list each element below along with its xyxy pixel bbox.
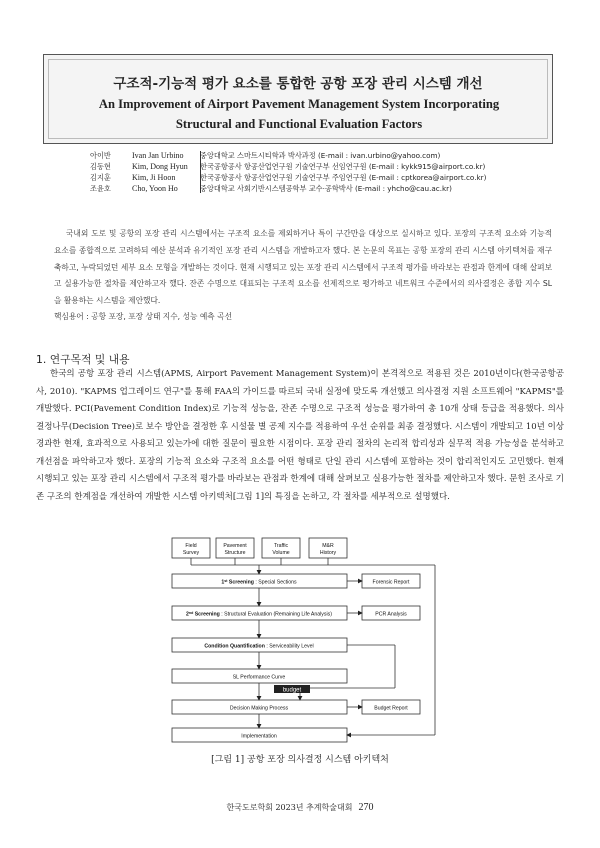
sl-performance-curve-label: SL Performance Curve — [232, 674, 286, 681]
budget-report-label: Budget Report — [374, 705, 408, 712]
author-row — [90, 150, 560, 161]
screening-2-sup: nd — [188, 610, 194, 615]
input-field-survey-l1: Field — [185, 543, 197, 549]
body-paragraph: 한국의 공항 포장 관리 시스템(APMS, Airport Pavement Management System)이 본격적으로 적용된 것은 2010년이다(한국공항공사, 2010). "KAPMS 업그레이드 연구"를 통해 FAA의 가이드를 따르되 국내 실정에 맞도록 개선했고 의사결정 지원 소프트웨어 "KAPMS"를 개발했다. PCI(Pavement Condition Index)로 기능적 성능을, 잔존 수명으로 구조적 성능을 평가하여 총 10개 상태 등급을 적용했다. 의사결정나무(Decision Tree)로 보수 방안을 결정한 후 시설물 별 공제 지수를 적용하여 우선 순위를 최종 결정했다. 시스템이 개발되고 10년 이상 경과한 현재, 효과적으로 사용되고 있는가에 대한 질문이 필요한 시점이다. 포장 관리 절차의 논리적 합리성과 실무적 적용 가능성을 분석하고 개선점을 파악하고자 했다. 포장의 기능적 요소와 구조적 요소를 어떤 형태로 단일 관리 시스템에 포함하는 것이 합리적인지도 고민했다. 현재 시행되고 있는 포장 관리 시스템에서 구조적 평가를 바라보는 관점과 한계에 대해 살펴보고 실용가능한 절차를 제안하고자 했다. 문헌 조사로 기존 구조의 한계점을 개선하여 개발한 시스템 아키텍처[그림 1]의 특징을 논하고, 각 절차를 세부적으로 설명했다. — [36, 369, 564, 502]
condition-title: Condition Quantification — [204, 643, 265, 650]
title-korean: 구조적-기능적 평가 요소를 통합한 공항 포장 관리 시스템 개선 — [113, 76, 483, 92]
section-heading: 1. 연구목적 및 내용 — [36, 353, 130, 366]
screening-1-desc: : Special Sections — [253, 579, 297, 586]
screening-2-desc: : Structural Evaluation (Remaining Life Analysis) — [219, 611, 332, 618]
author-name-en: Kim, Ji Hoon — [132, 173, 176, 182]
condition-desc: : Serviceability Level — [264, 643, 314, 650]
input-pavement-structure-l2: Structure — [224, 550, 246, 556]
author-list — [90, 150, 560, 194]
screening-1-title: Screening — [227, 579, 254, 586]
author-name-en: Kim, Dong Hyun — [132, 162, 188, 171]
keywords: 핵심용어 : 공항 포장, 포장 상태 지수, 성능 예측 곡선 — [54, 312, 232, 321]
author-affiliation: 중앙대학교 사회기반시스템공학부 교수·공학박사 (E-mail : yhcho@cau.ac.kr) — [200, 184, 452, 193]
footer-text: 한국도로학회 2023년 추계학술대회 — [226, 803, 353, 812]
author-name-en: Cho, Yoon Ho — [132, 184, 178, 193]
page-footer — [0, 802, 600, 813]
page-number: 270 — [358, 802, 374, 813]
screening-1-box — [221, 579, 297, 586]
forensic-report-label: Forensic Report — [372, 579, 410, 586]
author-name-ko: 아이반 — [90, 151, 111, 160]
pcr-analysis-label: PCR Analysis — [375, 611, 407, 618]
author-affiliation: 한국공항공사 항공산업연구원 기술연구부 주임연구원 (E-mail : cptkorea@airport.co.kr) — [200, 173, 487, 182]
input-mr-history-l2: History — [319, 550, 337, 556]
decision-making-label: Decision Making Process — [229, 705, 289, 712]
screening-1-num: 1 — [221, 579, 225, 586]
author-row — [90, 183, 560, 194]
input-field-survey-l2: Survey — [182, 550, 200, 556]
input-mr-history-l1: M&R — [322, 543, 334, 549]
architecture-diagram — [150, 528, 450, 748]
screening-2-box — [186, 611, 332, 618]
abstract: 국내외 도로 및 공항의 포장 관리 시스템에서는 구조적 요소를 제외하거나 특이 구간만을 대상으로 실시하고 있다. 포장의 구조적 요소와 기능적 요소를 종합적으로 고려하되 예산 분석과 유기적인 포장 관리 시스템을 개발하고자 했다. 본 논문의 목표는 공항 포장의 관리 시스템 아키텍처를 재구축하고, 누락되었던 세부 요소 모형을 개발하는 것이다. 현재 시행되고 있는 포장 관리 시스템에서 구조적 평가를 바라보는 관점과 한계에 대해 살펴보고 실용가능한 절차를 제안하고자 했다. 잔존 수명으로 대표되는 구조적 요소를 선제적으로 평가하고 네트워크 수준에서의 의사결정은 종합 지수 SL을 활용하는 시스템을 제안했다. — [54, 229, 552, 306]
screening-1-sup: st — [224, 578, 228, 583]
screening-2-title: Screening — [193, 611, 220, 618]
author-name-ko: 김동현 — [90, 162, 111, 171]
author-row — [90, 172, 560, 183]
author-affiliation: 중앙대학교 스마트시티학과 박사과정 (E-mail : ivan.urbino@yahoo.com) — [200, 151, 441, 160]
figure-caption: [그림 1] 공항 포장 의사결정 시스템 아키텍처 — [211, 755, 389, 765]
input-traffic-volume-l1: Traffic — [273, 543, 289, 549]
implementation-label: Implementation — [241, 733, 277, 740]
input-traffic-volume-l2: Volume — [272, 550, 290, 556]
author-name-ko: 김지훈 — [90, 173, 111, 182]
input-pavement-structure-l1: Pavement — [223, 543, 247, 549]
title-english: An Improvement of Airport Pavement Management System Incorporating Structural and Functional Evaluation Factors — [98, 97, 500, 131]
author-affiliation: 한국공항공사 항공산업연구원 기술연구부 선임연구원 (E-mail : kykk915@airport.co.kr) — [200, 162, 486, 171]
budget-tag-label: budget — [282, 687, 302, 694]
author-row — [90, 161, 560, 172]
author-name-en: Ivan Jan Urbino — [132, 151, 184, 160]
author-name-ko: 조윤호 — [90, 184, 111, 193]
condition-quantification-box — [204, 644, 313, 650]
title-box — [43, 54, 553, 144]
screening-2-num: 2 — [186, 611, 189, 618]
